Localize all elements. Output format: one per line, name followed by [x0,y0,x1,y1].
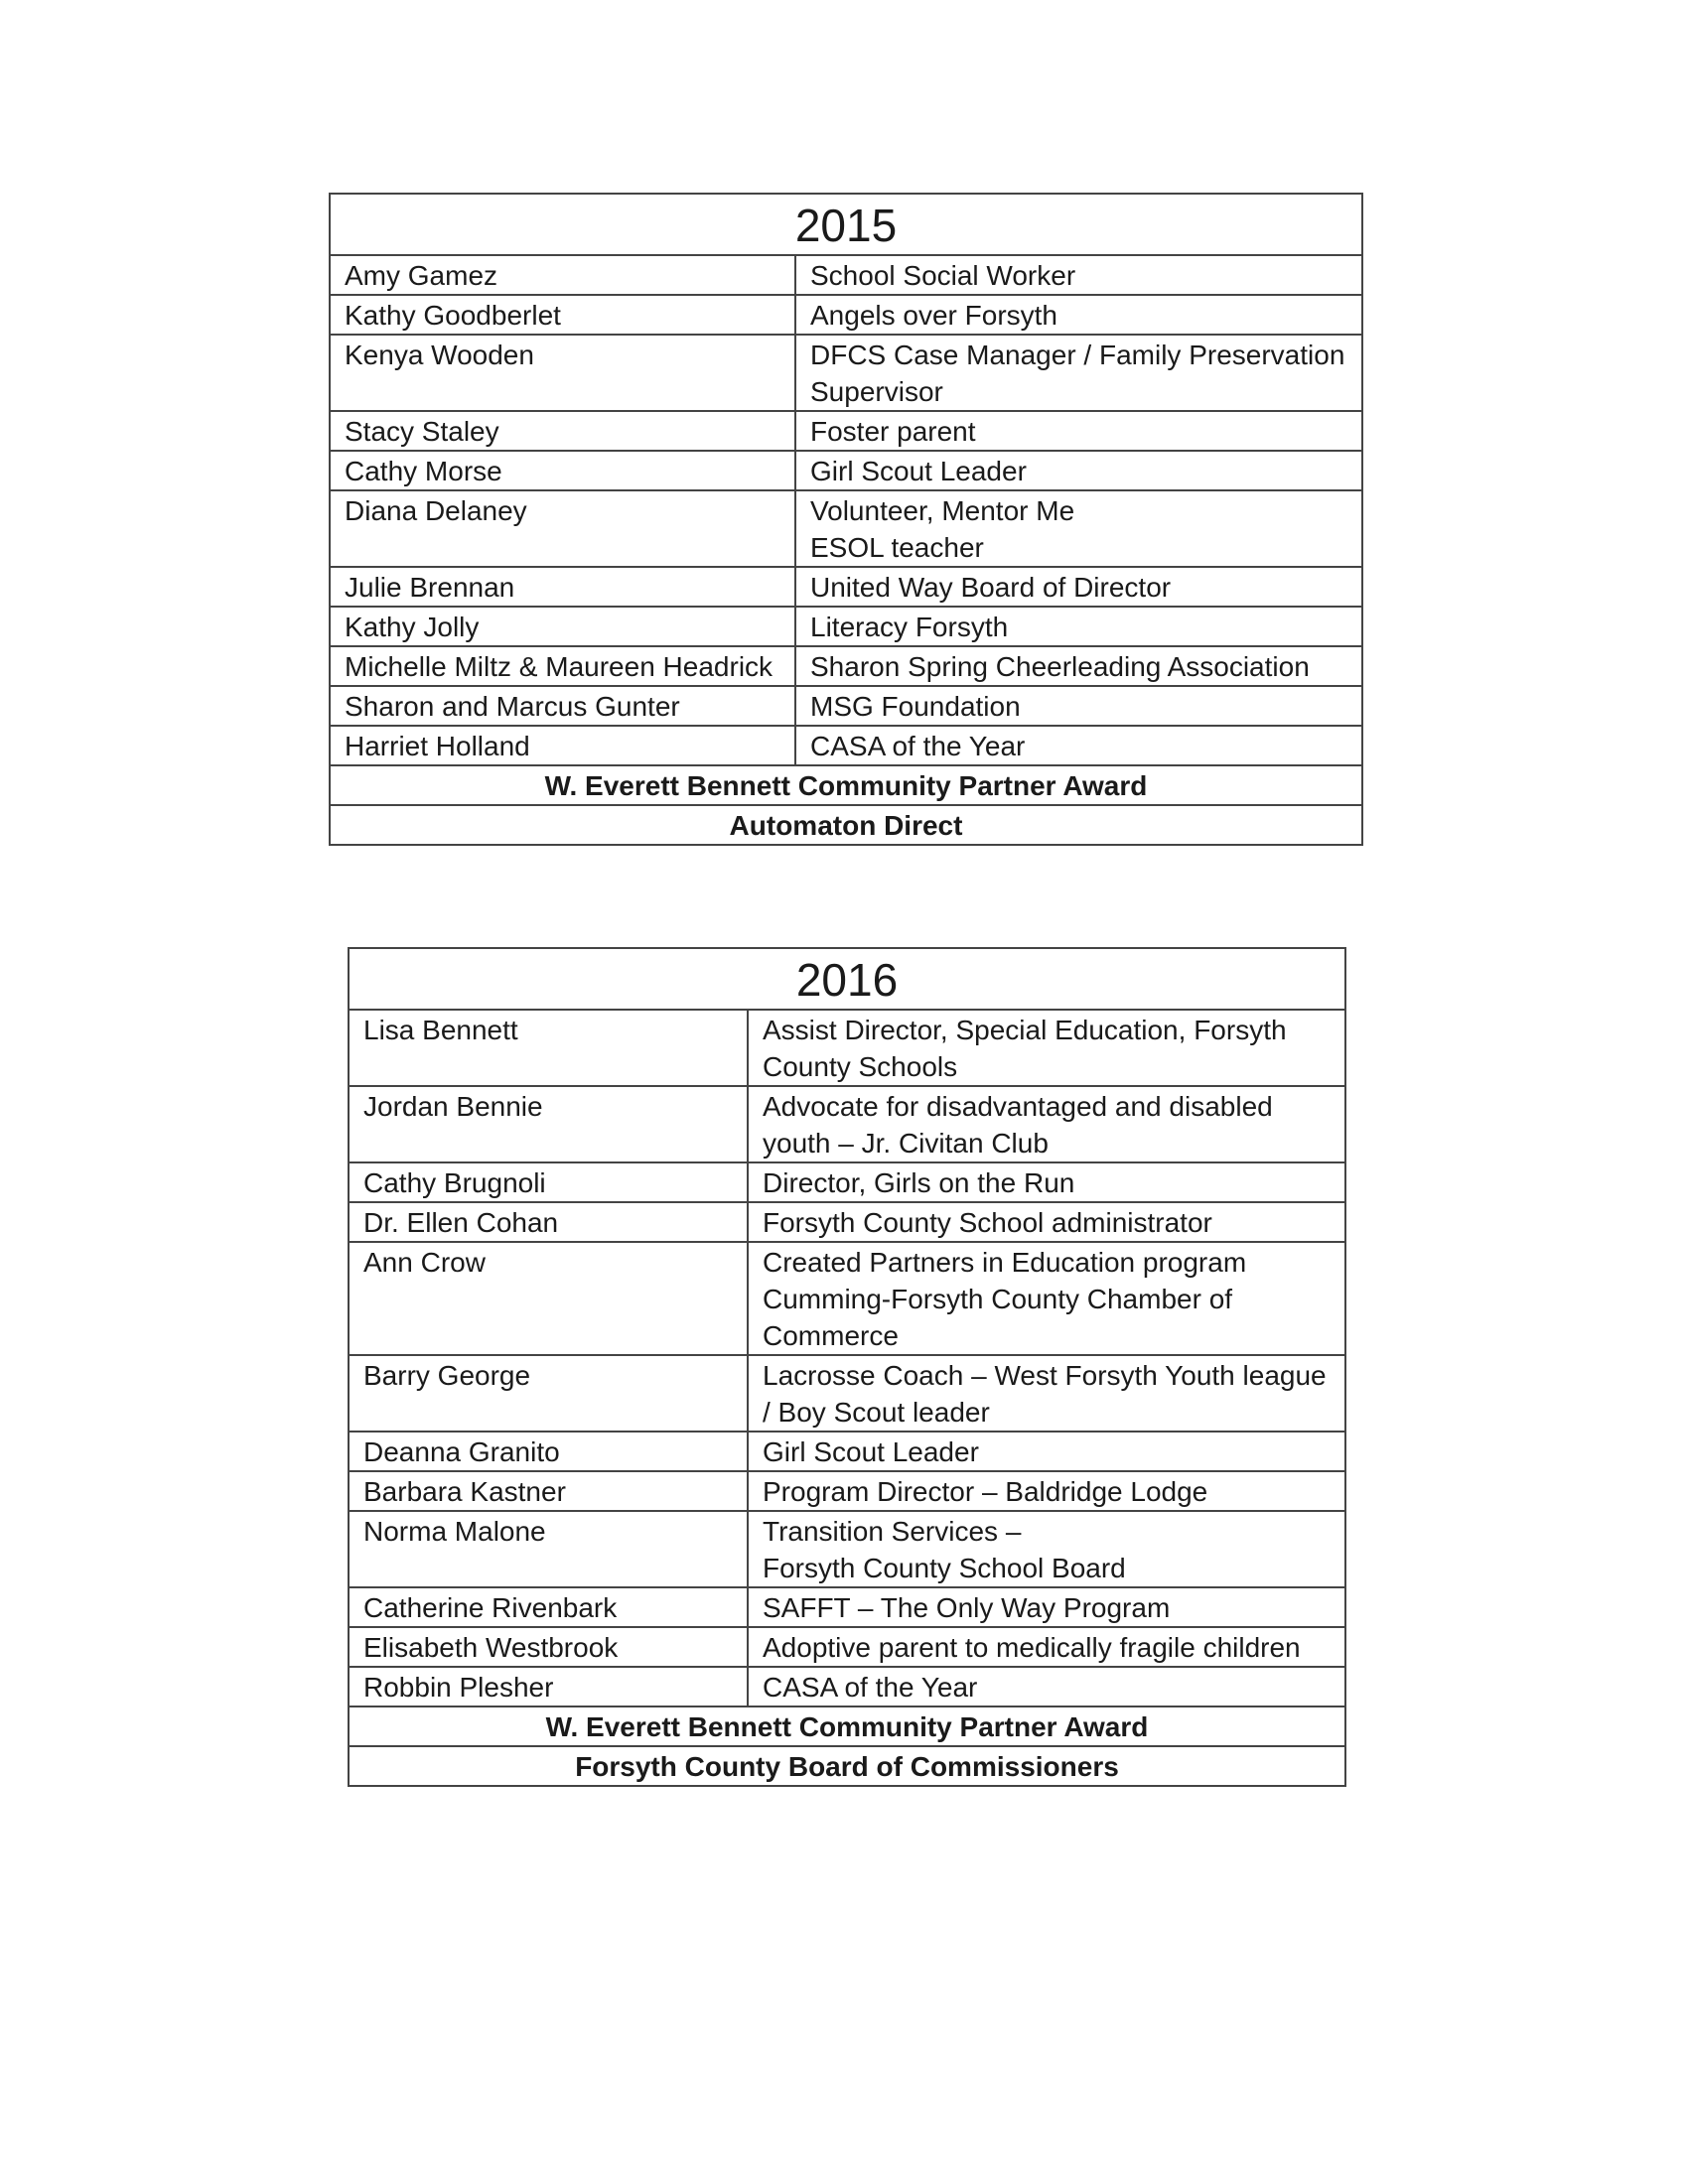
honoree-row [330,490,1362,567]
role-line: DFCS Case Manager / Family Preservation [810,340,1345,370]
community-partner-award-recipient: Automaton Direct [330,805,1362,845]
award-recipient-row [330,805,1362,845]
honoree-name: Ann Crow [349,1242,748,1355]
honoree-role [748,1162,1345,1202]
honoree-name: Amy Gamez [330,255,795,295]
honoree-row [349,1667,1345,1706]
honoree-row [349,1471,1345,1511]
honoree-name: Michelle Miltz & Maureen Headrick [330,646,795,686]
honoree-role [748,1511,1345,1587]
honoree-name: Julie Brennan [330,567,795,607]
honoree-role [795,567,1362,607]
honoree-name: Sharon and Marcus Gunter [330,686,795,726]
honoree-row [330,686,1362,726]
role-line: Foster parent [810,416,976,447]
role-line: County Schools [763,1051,958,1082]
honoree-name: Kenya Wooden [330,335,795,411]
role-line: youth – Jr. Civitan Club [763,1128,1049,1159]
honoree-role [748,1667,1345,1706]
honoree-role [795,726,1362,765]
honoree-row [349,1010,1345,1086]
honoree-row [349,1202,1345,1242]
role-line: MSG Foundation [810,691,1021,722]
honoree-name: Harriet Holland [330,726,795,765]
role-line: CASA of the Year [763,1672,978,1703]
role-line: Program Director – Baldridge Lodge [763,1476,1208,1507]
award-title-row [330,765,1362,805]
honoree-role [748,1627,1345,1667]
award-title-row [349,1706,1345,1746]
honoree-row [349,1162,1345,1202]
honoree-role [748,1010,1345,1086]
honoree-role [748,1202,1345,1242]
honoree-row [330,295,1362,335]
role-line: United Way Board of Director [810,572,1172,603]
role-line: Angels over Forsyth [810,300,1057,331]
year-heading: 2016 [349,948,1345,1010]
role-line: Forsyth County School administrator [763,1207,1212,1238]
honoree-row [330,335,1362,411]
role-line: Forsyth County School Board [763,1553,1126,1583]
honoree-row [330,451,1362,490]
role-line: Lacrosse Coach – West Forsyth Youth league [763,1360,1327,1391]
honoree-role [748,1355,1345,1432]
year-header-row [330,194,1362,255]
role-line: Literacy Forsyth [810,612,1009,642]
honoree-name: Diana Delaney [330,490,795,567]
role-line: CASA of the Year [810,731,1026,761]
community-partner-award-title: W. Everett Bennett Community Partner Award [330,765,1362,805]
honoree-name: Robbin Plesher [349,1667,748,1706]
role-line: Cumming-Forsyth County Chamber of [763,1284,1233,1314]
honoree-role [795,646,1362,686]
honoree-name: Norma Malone [349,1511,748,1587]
honoree-role [795,411,1362,451]
honoree-name: Stacy Staley [330,411,795,451]
role-line: Adoptive parent to medically fragile children [763,1632,1301,1663]
honoree-role [795,490,1362,567]
role-line: Advocate for disadvantaged and disabled [763,1091,1273,1122]
honoree-role [795,295,1362,335]
role-line: SAFFT – The Only Way Program [763,1592,1171,1623]
honoree-role [748,1432,1345,1471]
honoree-row [349,1086,1345,1162]
role-line: Girl Scout Leader [763,1436,979,1467]
honoree-role [795,335,1362,411]
honorees-table-2015 [329,193,1363,846]
role-line: Transition Services – [763,1516,1022,1547]
table-body-2015 [330,194,1362,845]
role-line: Girl Scout Leader [810,456,1027,486]
honoree-role [795,255,1362,295]
role-line: Supervisor [810,376,943,407]
role-line: / Boy Scout leader [763,1397,990,1428]
honoree-name: Deanna Granito [349,1432,748,1471]
year-header-row [349,948,1345,1010]
role-line: Created Partners in Education program [763,1247,1247,1278]
honoree-row [330,567,1362,607]
honoree-name: Dr. Ellen Cohan [349,1202,748,1242]
honoree-name: Cathy Brugnoli [349,1162,748,1202]
role-line: Volunteer, Mentor Me [810,495,1075,526]
honoree-role [748,1587,1345,1627]
role-line: Commerce [763,1320,899,1351]
role-line: Assist Director, Special Education, Forsyth [763,1015,1287,1045]
role-line: ESOL teacher [810,532,984,563]
honoree-name: Kathy Goodberlet [330,295,795,335]
community-partner-award-recipient: Forsyth County Board of Commissioners [349,1746,1345,1786]
honoree-name: Elisabeth Westbrook [349,1627,748,1667]
honoree-role [748,1471,1345,1511]
role-line: Sharon Spring Cheerleading Association [810,651,1310,682]
honoree-row [330,607,1362,646]
honorees-table-2016 [348,947,1346,1787]
honoree-name: Lisa Bennett [349,1010,748,1086]
honoree-row [349,1627,1345,1667]
award-recipient-row [349,1746,1345,1786]
role-line: Director, Girls on the Run [763,1167,1075,1198]
honoree-row [330,646,1362,686]
honoree-row [349,1432,1345,1471]
honoree-name: Kathy Jolly [330,607,795,646]
honoree-row [330,411,1362,451]
honoree-role [748,1242,1345,1355]
honoree-row [349,1511,1345,1587]
honoree-name: Barbara Kastner [349,1471,748,1511]
honoree-row [330,255,1362,295]
honoree-row [349,1587,1345,1627]
honoree-row [349,1355,1345,1432]
honoree-role [748,1086,1345,1162]
honoree-role [795,607,1362,646]
honoree-role [795,686,1362,726]
honoree-row [330,726,1362,765]
honoree-name: Jordan Bennie [349,1086,748,1162]
year-heading: 2015 [330,194,1362,255]
honoree-name: Catherine Rivenbark [349,1587,748,1627]
honoree-row [349,1242,1345,1355]
community-partner-award-title: W. Everett Bennett Community Partner Award [349,1706,1345,1746]
honoree-name: Barry George [349,1355,748,1432]
table-body-2016 [349,948,1345,1786]
role-line: School Social Worker [810,260,1076,291]
honoree-name: Cathy Morse [330,451,795,490]
honoree-role [795,451,1362,490]
